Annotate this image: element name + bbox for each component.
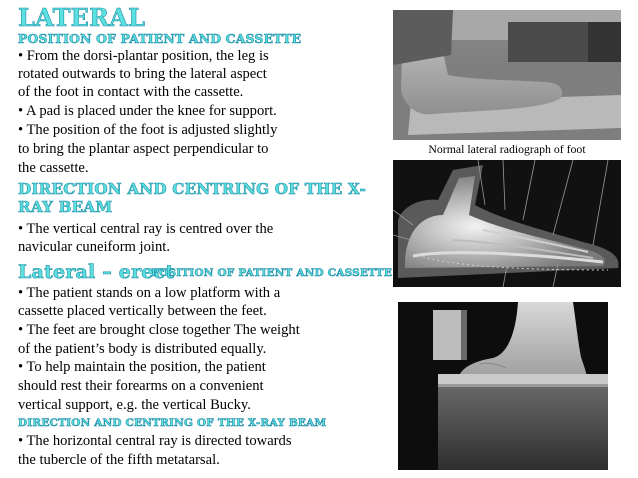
para-position-line-1: • From the dorsi-plantar position, the leg is — [18, 48, 269, 64]
para-erect-line-4: of the patient’s body is distributed equally. — [18, 341, 267, 357]
figure-caption: Normal lateral radiograph of foot — [393, 140, 621, 158]
para-erect-line-2: cassette placed vertically between the feet. — [18, 303, 267, 319]
lateral-foot-radiograph — [393, 160, 621, 287]
heading-erect-position: POSITION OF PATIENT AND CASSETTE — [151, 267, 393, 279]
para-erect-line-3: • The feet are brought close together The weight — [18, 322, 300, 338]
para-erect-line-6: should rest their forearms on a convenient — [18, 378, 264, 394]
heading-lateral-erect: Lateral – erect — [18, 261, 175, 283]
heading-position-patient-cassette: POSITION OF PATIENT AND CASSETTE — [18, 31, 302, 46]
para-erect-line-1: • The patient stands on a low platform with a — [18, 285, 281, 301]
erect-lateral-photo — [398, 302, 608, 470]
slide-title: LATERAL — [18, 3, 146, 32]
para-erect-line-7: vertical support, e.g. the vertical Bucky. — [18, 397, 251, 413]
para-position-line-7: the cassette. — [18, 160, 89, 176]
para-position-line-3: of the foot in contact with the cassette. — [18, 84, 244, 100]
para-position-line-4: • A pad is placed under the knee for support. — [18, 103, 277, 119]
para-position-line-6: to bring the plantar aspect perpendicular to — [18, 141, 269, 157]
para-direction-line-2: navicular cuneiform joint. — [18, 239, 170, 255]
para-erect-line-5: • To help maintain the position, the patient — [18, 359, 266, 375]
heading-direction-centring-line-2: RAY BEAM — [18, 198, 113, 216]
para-position-line-5: • The position of the foot is adjusted slightly — [18, 122, 278, 138]
heading-direction-centring-line-1: DIRECTION AND CENTRING OF THE X- — [18, 180, 366, 198]
para-erect-direction-line-2: the tubercle of the fifth metatarsal. — [18, 452, 220, 468]
heading-erect-direction: DIRECTION AND CENTRING OF THE X-RAY BEAM — [18, 417, 327, 429]
foot-positioning-photo — [393, 10, 621, 140]
para-position-line-2: rotated outwards to bring the lateral aspect — [18, 66, 267, 82]
para-erect-direction-line-1: • The horizontal central ray is directed towards — [18, 433, 292, 449]
para-direction-line-1: • The vertical central ray is centred over the — [18, 221, 274, 237]
